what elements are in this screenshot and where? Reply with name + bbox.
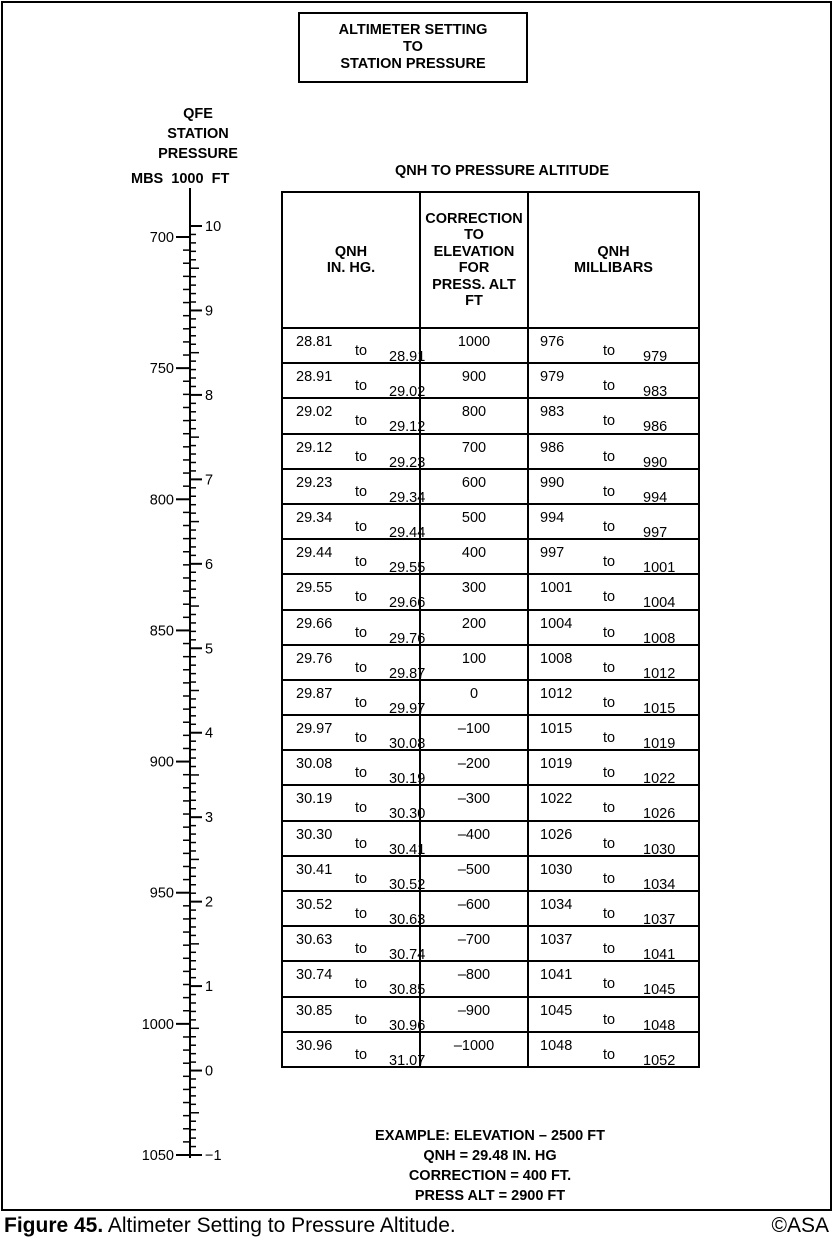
to-word: to [355,941,368,958]
qnh-in-cell [282,750,426,788]
correction-cell [420,574,528,609]
to-word: to [355,624,368,641]
qnh-in-to: 28.91 [389,349,426,365]
qnh-in-from: 29.66 [296,615,333,632]
qnh-in-to: 30.52 [389,876,426,893]
correction-cell [420,891,528,926]
to-word: to [355,765,368,782]
qnh-mb-to: 1034 [643,876,676,893]
qnh-mb-to: 1026 [643,806,676,823]
qnh-in-from: 29.44 [296,545,333,562]
qnh-mb-cell [528,645,699,680]
title-line-3: STATION PRESSURE [340,56,486,72]
correction-cell [420,997,528,1032]
qnh-mb-cell [528,504,699,539]
ft-label: 0 [205,1063,214,1080]
header-qnh-mb [528,192,699,328]
correction-cell [420,856,528,891]
qnh-in-to: 29.23 [389,454,426,471]
qnh-mb-cell [528,434,699,469]
correction-cell [420,821,528,856]
qnh-mb-to: 986 [643,419,668,436]
qnh-mb-cell [528,926,699,964]
qnh-in-to: 29.12 [389,419,426,436]
qnh-mb-cell [528,750,699,788]
qnh-mb-cell [528,610,699,645]
qnh-mb-from: 1037 [540,932,573,949]
table-row [282,610,699,645]
header-qnh-mb-line-2: MILLIBARS [574,260,653,276]
header-qnh-in-line-1: QNH [334,243,368,260]
qnh-in-to: 31.07 [389,1052,426,1069]
qnh-in-cell [282,574,426,612]
table-row [282,1032,699,1067]
title-line-2: TO [403,39,423,55]
correction-value: 800 [461,404,487,421]
qnh-in-cell [282,785,426,823]
to-word: to [355,870,368,887]
correction-value: –500 [457,861,491,878]
correction-cell [420,750,528,785]
header-qnh-in-line-2: IN. HG. [326,260,376,276]
table-row [282,856,699,891]
correction-cell [420,680,528,715]
to-word: to [355,976,368,993]
qnh-in-from: 29.87 [296,685,333,702]
qnh-in-from: 29.34 [296,509,333,526]
qnh-mb-cell [528,997,699,1032]
qnh-mb-cell [528,961,699,999]
qnh-mb-from: 1041 [540,967,573,984]
to-word: to [355,730,368,747]
correction-value: –300 [457,791,491,808]
table-row [282,574,699,609]
qnh-in-to: 29.55 [389,560,426,577]
header-qnh-mb-line-1: QNH [597,243,630,260]
to-word: to [603,659,616,676]
to-word: to [603,1046,616,1063]
qnh-mb-to: 1008 [643,630,676,647]
qnh-in-from: 30.85 [296,1002,333,1019]
correction-value: 100 [461,650,487,667]
qnh-mb-from: 983 [540,404,565,421]
to-word: to [603,343,616,359]
mb-label: 900 [149,754,174,771]
to-word: to [603,906,616,922]
qnh-in-to: 30.08 [389,736,426,753]
to-word: to [603,800,616,817]
to-word: to [355,1011,368,1028]
correction-value: 500 [461,509,487,526]
qnh-in-from: 29.23 [296,474,333,491]
qnh-mb-from: 1004 [540,615,573,632]
correction-cell [420,961,528,996]
qnh-mb-to: 997 [643,524,668,541]
qnh-mb-from: 1045 [540,1002,573,1019]
title-line-1: ALTIMETER SETTING [338,22,488,38]
qnh-in-to: 30.74 [389,947,426,964]
qnh-in-from: 28.91 [296,369,333,386]
mb-label: 1050 [141,1148,174,1164]
correction-value: –700 [457,932,491,949]
qnh-in-cell [282,434,426,471]
correction-value: 0 [469,685,479,702]
qnh-mb-to: 1004 [643,595,676,612]
correction-cell [420,434,528,469]
qnh-mb-cell [528,680,699,715]
qnh-in-from: 30.30 [296,826,333,843]
qnh-in-to: 29.34 [389,489,426,506]
mb-label: 1000 [141,1016,174,1033]
qnh-mb-from: 986 [540,439,565,456]
table-row [282,821,699,856]
qnh-in-from: 30.52 [296,897,333,913]
qnh-mb-from: 1026 [540,826,573,843]
ft-label: 6 [205,556,214,573]
qnh-in-from: 30.19 [296,791,333,808]
to-word: to [355,589,368,606]
qnh-mb-to: 1052 [643,1052,676,1069]
to-word: to [603,976,616,993]
qnh-mb-from: 979 [540,369,565,386]
caption-figure-number: Figure 45. [4,1214,104,1237]
correction-cell [420,363,528,398]
qnh-in-from: 29.55 [296,580,333,597]
header-corr-line-1: CORRECTION [425,210,523,227]
correction-value: 1000 [457,334,491,350]
correction-value: –600 [457,897,491,913]
qnh-mb-to: 1048 [643,1017,676,1034]
scale-header-line-3: PRESSURE [158,146,238,162]
qnh-mb-cell [528,539,699,577]
header-corr-line-3: ELEVATION [433,243,515,260]
ft-label: 8 [205,387,214,404]
qnh-in-from: 29.97 [296,721,333,738]
qnh-mb-from: 976 [540,334,565,350]
qnh-in-cell [282,715,426,753]
to-word: to [603,765,616,782]
qnh-in-to: 30.96 [389,1017,426,1034]
qnh-mb-to: 1041 [643,947,676,964]
qnh-mb-to: 1012 [643,665,676,682]
correction-value: –100 [457,721,491,738]
qnh-in-cell [282,961,426,999]
to-word: to [603,448,616,465]
qnh-in-to: 30.19 [389,771,426,788]
qnh-in-cell [282,997,426,1034]
qnh-in-cell [282,821,426,858]
correction-value: 700 [461,439,487,456]
to-word: to [603,483,616,500]
table-row [282,750,699,785]
qnh-mb-from: 1048 [540,1037,573,1054]
qnh-in-cell [282,539,426,577]
qnh-mb-from: 1015 [540,721,573,738]
qnh-mb-cell [528,328,699,363]
qnh-mb-from: 1008 [540,650,573,667]
qnh-in-from: 29.12 [296,439,333,456]
qnh-in-to: 29.44 [389,524,426,541]
qnh-in-from: 30.08 [296,756,333,773]
to-word: to [603,554,616,571]
qnh-in-to: 29.97 [389,700,426,717]
qnh-mb-from: 990 [540,474,565,491]
to-word: to [355,800,368,817]
example-line-2: QNH = 29.48 IN. HG [423,1148,557,1164]
ft-label: 4 [205,725,214,742]
to-word: to [355,1046,368,1063]
correction-cell [420,715,528,750]
to-word: to [355,554,368,571]
correction-value: 300 [461,580,487,597]
table-row [282,997,699,1032]
qnh-in-cell [282,504,426,541]
correction-value: 600 [461,474,487,491]
to-word: to [355,906,368,922]
to-word: to [355,659,368,676]
qnh-mb-to: 1022 [643,771,676,788]
qnh-mb-to: 983 [643,384,668,401]
header-correction [420,192,528,328]
qnh-mb-from: 994 [540,509,565,526]
qnh-mb-to: 994 [643,489,668,506]
qnh-in-from: 30.41 [296,861,333,878]
mb-label: 950 [149,885,174,902]
to-word: to [603,694,616,711]
qnh-mb-from: 1030 [540,861,573,878]
qnh-in-from: 28.81 [296,334,333,350]
qnh-in-cell [282,610,426,647]
qnh-in-cell [282,856,426,893]
qnh-in-cell [282,645,426,682]
correction-cell [420,398,528,433]
table-row [282,539,699,574]
correction-value: 900 [461,369,487,386]
qnh-in-cell [282,891,426,928]
qnh-in-to: 29.02 [389,384,426,401]
qnh-in-cell [282,926,426,964]
to-word: to [603,413,616,430]
qnh-in-from: 29.02 [296,404,333,421]
correction-value: –1000 [453,1037,495,1054]
qnh-mb-to: 1015 [643,700,676,717]
mb-label: 750 [149,361,174,378]
ft-label: −1 [205,1148,222,1164]
qnh-mb-to: 1019 [643,736,676,753]
qnh-mb-from: 1001 [540,580,573,597]
table-row [282,961,699,996]
qnh-in-to: 29.87 [389,665,426,682]
table-row [282,680,699,715]
qnh-mb-cell [528,574,699,612]
to-word: to [603,835,616,852]
correction-cell [420,504,528,539]
qnh-mb-to: 1001 [643,560,676,577]
table-title: QNH TO PRESSURE ALTITUDE [394,163,610,179]
ft-label: 5 [205,641,214,658]
qnh-mb-to: 1045 [643,982,676,999]
qnh-in-to: 30.63 [389,912,426,928]
scale-header-line-2: STATION [167,126,229,142]
qnh-mb-to: 1030 [643,841,676,858]
qnh-in-to: 29.66 [389,595,426,612]
header-corr-line-6: FT [465,293,483,309]
to-word: to [355,378,368,395]
mb-label: 850 [149,623,174,640]
qnh-mb-from: 1034 [540,897,573,913]
table-row [282,469,699,504]
table-row [282,504,699,539]
correction-value: –800 [457,967,491,984]
mb-label: 800 [149,492,174,509]
to-word: to [355,343,368,359]
qnh-mb-cell [528,821,699,856]
ft-label: 10 [205,219,222,235]
qnh-mb-cell [528,1032,699,1067]
qnh-in-cell [282,1032,426,1069]
scale-units: MBS 1000 FT [131,171,230,187]
qnh-mb-to: 979 [643,349,668,365]
qnh-mb-cell [528,856,699,891]
table-row [282,328,699,363]
table-row [282,926,699,961]
qnh-in-to: 30.41 [389,841,426,858]
qnh-in-cell [282,328,426,365]
qnh-mb-cell [528,715,699,753]
table-row [282,363,699,398]
qnh-mb-to: 1037 [643,912,676,928]
to-word: to [603,730,616,747]
table-row [282,715,699,750]
qnh-mb-from: 1019 [540,756,573,773]
qnh-mb-cell [528,891,699,926]
to-word: to [603,378,616,395]
ft-label: 1 [205,979,214,996]
qnh-mb-from: 1022 [540,791,573,808]
ft-label: 3 [205,810,214,827]
qnh-in-cell [282,469,426,506]
qnh-table [281,191,700,1068]
example-line-3: CORRECTION = 400 FT. [408,1168,572,1184]
correction-cell [420,469,528,504]
to-word: to [603,518,616,535]
qnh-in-cell [282,398,426,436]
example-block [282,1126,698,1206]
table-row [282,645,699,680]
to-word: to [355,413,368,430]
to-word: to [355,518,368,535]
qnh-in-from: 29.76 [296,650,333,667]
correction-cell [420,610,528,645]
ft-label: 9 [205,303,214,320]
to-word: to [603,870,616,887]
mb-label: 700 [149,230,174,246]
qnh-mb-cell [528,398,699,436]
qnh-in-from: 30.96 [296,1037,333,1054]
correction-cell [420,1032,528,1067]
qnh-mb-cell [528,469,699,504]
qnh-mb-cell [528,363,699,401]
qnh-mb-from: 997 [540,545,565,562]
example-line-4: PRESS ALT = 2900 FT [414,1188,566,1204]
example-line-1: EXAMPLE: ELEVATION – 2500 FT [375,1128,605,1144]
correction-value: 400 [461,545,487,562]
correction-value: –200 [457,756,491,773]
to-word: to [355,694,368,711]
qnh-in-to: 30.85 [389,982,426,999]
qnh-mb-to: 990 [643,454,668,471]
to-word: to [603,1011,616,1028]
table-row [282,785,699,820]
copyright: ©ASA [771,1214,829,1237]
to-word: to [355,483,368,500]
qnh-in-to: 29.76 [389,630,426,647]
table-row [282,434,699,469]
to-word: to [355,835,368,852]
figure-caption [4,1214,456,1238]
header-corr-line-5: PRESS. ALT [432,276,516,293]
scale-header-line-1: QFE [183,106,213,122]
to-word: to [603,589,616,606]
correction-cell [420,926,528,961]
to-word: to [603,624,616,641]
header-corr-line-4: FOR [458,260,490,276]
qnh-in-from: 30.63 [296,932,333,949]
correction-cell [420,785,528,820]
qnh-in-from: 30.74 [296,967,333,984]
to-word: to [355,448,368,465]
qnh-in-to: 30.30 [389,806,426,823]
qnh-mb-cell [528,785,699,823]
table-row [282,398,699,433]
header-corr-line-2: TO [464,227,484,243]
correction-value: –900 [457,1002,491,1019]
correction-cell [420,539,528,574]
ft-label: 2 [205,894,214,911]
caption-text: Altimeter Setting to Pressure Altitude. [103,1214,456,1237]
qnh-in-cell [282,363,426,401]
ft-label: 7 [205,472,214,489]
to-word: to [603,941,616,958]
table-row [282,891,699,926]
header-qnh-in [282,192,420,328]
correction-value: 200 [461,615,487,632]
correction-cell [420,645,528,680]
qnh-mb-from: 1012 [540,685,573,702]
correction-cell [420,328,528,363]
qnh-in-cell [282,680,426,717]
correction-value: –400 [457,826,491,843]
